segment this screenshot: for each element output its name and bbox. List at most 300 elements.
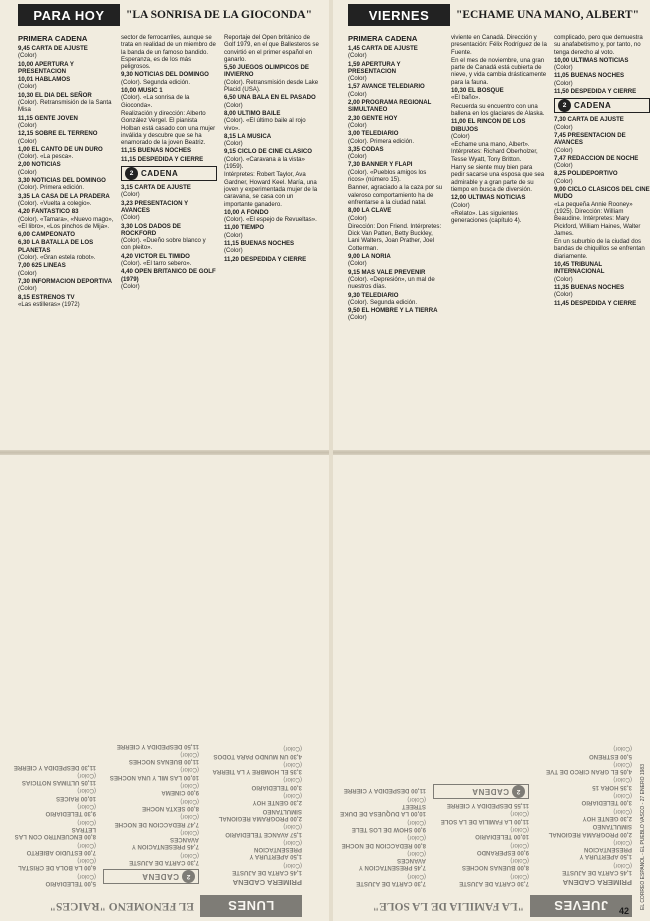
- program-entry: [348, 292, 444, 307]
- program-time-title: 7,45 PRESENTACION Y AVANCES: [131, 836, 199, 851]
- program-description: (Color). Segunda edición.: [348, 298, 418, 306]
- program-time-title: 10,01 HABLAMOS: [18, 76, 71, 84]
- program-entry: [451, 194, 547, 209]
- program-time-title: 6,30 LA BATALLA DE LOS PLANETAS: [18, 239, 94, 254]
- program-description: (Color). «El espejo de Revueltas».: [224, 216, 317, 224]
- program-time-title: 11,00 DESPEDIDA Y CIERRE: [343, 787, 426, 795]
- channel-heading: PRIMERA CADENA: [18, 34, 88, 43]
- program-time-title: 11,35 BUENAS NOCHES: [554, 283, 625, 291]
- program-time-title: 7,30 CARTA DE AJUSTE: [554, 116, 624, 124]
- program-time-title: 4,05 EL GRAN CIRCO DE TVE: [546, 768, 632, 776]
- program-entry: [18, 231, 114, 238]
- program-description: (Color). Primera edición.: [18, 184, 85, 192]
- featured-show-title: "LA SONRISA DE LA GIOCONDA": [126, 9, 312, 21]
- program-time-title: 4,20 FANTASTICO 83: [18, 208, 79, 216]
- program-description: (Color): [18, 83, 37, 91]
- program-entry: [451, 210, 547, 225]
- program-entry: [554, 238, 650, 260]
- program-time-title: 12,15 SOBRE EL TERRENO: [18, 130, 98, 138]
- program-time-title: 8,25 POLIDEPORTIVO: [554, 170, 618, 178]
- program-list: [206, 745, 302, 876]
- program-description: (Color): [18, 52, 37, 60]
- program-description: (Color): [180, 750, 199, 758]
- featured-show-title: "LA FAMILIA DE LA SOLE": [372, 900, 524, 912]
- column-2: [433, 479, 529, 887]
- program-list: [121, 184, 217, 290]
- program-time-title: 10,00 MUSIC 1: [121, 87, 163, 95]
- program-time-title: 1,57 AVANCE TELEDIARIO: [348, 83, 425, 91]
- program-entry: [18, 115, 114, 130]
- program-entry: [330, 872, 426, 887]
- program-description: (Color): [121, 214, 140, 222]
- program-description: (Color): [613, 760, 632, 768]
- program-time-title: 1,00 EL CANTO DE UN DURO: [18, 145, 103, 153]
- program-description: (Color): [180, 797, 199, 805]
- program-time-title: 2,30 GENTE HOY: [582, 814, 632, 822]
- program-time-title: 2,30 GENTE HOY: [252, 799, 302, 807]
- program-entry: [554, 261, 650, 283]
- program-time-title: 1,45 CARTA DE AJUSTE: [348, 45, 418, 52]
- panel-viernes: [348, 4, 650, 444]
- program-entry: [121, 200, 217, 222]
- program-description: (Color): [348, 260, 367, 268]
- program-description: (Color): [348, 121, 367, 129]
- program-entry: [348, 207, 444, 222]
- program-time-title: 3,00 TELEDIARIO: [348, 130, 399, 138]
- program-time-title: 11,00 TIEMPO: [224, 224, 264, 232]
- program-entry: [18, 278, 114, 293]
- program-entry: [348, 253, 444, 268]
- program-time-title: 8,00 LA CLAVE: [348, 207, 392, 215]
- program-entry: [121, 110, 217, 146]
- program-description: (Color): [18, 121, 37, 129]
- column-1: [348, 34, 444, 442]
- column-gutter: [329, 0, 333, 921]
- program-description: (Color): [407, 795, 426, 803]
- program-time-title: 8,00 BUENAS NOCHES: [461, 864, 529, 872]
- program-entry: [451, 118, 547, 140]
- channel-heading: PRIMERA CADENA: [232, 878, 302, 887]
- program-description: (Color): [283, 838, 302, 846]
- program-time-title: 10,00 LA DUQUESA DE DUKE STREET: [340, 803, 426, 818]
- program-list: [536, 745, 632, 876]
- channel-heading: PRIMERA CADENA: [348, 34, 418, 43]
- program-description: (Color): [554, 177, 573, 185]
- program-time-title: 11,15 BUENAS NOCHES: [224, 240, 295, 248]
- program-time-title: 9,00 LA NORIA: [348, 253, 391, 261]
- program-description: (Color): [407, 818, 426, 826]
- program-time-title: 1,57 AVANCE TELEDIARIO: [225, 830, 302, 838]
- program-description: (Color). «Depresión», un mal de nuestros días.: [348, 275, 435, 291]
- program-time-title: 3,00 TELEDIARIO: [251, 783, 302, 791]
- program-list: [330, 787, 426, 887]
- program-description: (Color). «La pesca».: [18, 153, 74, 161]
- program-time-title: 6,00 LA BOLA DE CRISTAL: [18, 864, 96, 872]
- program-entry: [348, 269, 444, 291]
- program-time-title: 2,00 PROGRAMA REGIONAL SIMULTANEO: [548, 823, 632, 838]
- program-list: [0, 763, 96, 887]
- program-entry: [451, 87, 547, 102]
- program-entry: [433, 872, 529, 887]
- program-entry: [554, 284, 650, 299]
- program-time-title: 11,15 BUENAS NOCHES: [121, 147, 192, 155]
- program-time-title: 2,00 PROGRAMA REGIONAL SIMULTANEO: [348, 99, 432, 114]
- program-description: (Color): [18, 269, 37, 277]
- program-description: (Color): [224, 247, 243, 255]
- program-description: (Color). Retransmisión desde Lake Placid (USA).: [224, 78, 319, 94]
- program-time-title: 11,05 BUENAS NOCHES: [554, 72, 625, 80]
- program-entry: [103, 851, 199, 866]
- program-description: Realización y dirección: Alberto González Vergel. El pianista Holban está casado con una mujer inválida y descubre que se ha enamorado de la joven Beatriz.: [121, 109, 216, 147]
- program-time-title: 3,35 HORA 15: [592, 783, 632, 791]
- program-description: (Color): [554, 146, 573, 154]
- program-description: (Color): [77, 857, 96, 865]
- program-entry: [0, 763, 96, 770]
- program-list: [433, 802, 529, 887]
- channel-heading: PRIMERA CADENA: [562, 878, 632, 887]
- program-description: (Color): [224, 231, 243, 239]
- program-time-title: 1,45 CARTA DE AJUSTE: [232, 869, 302, 876]
- program-entry: [554, 72, 650, 87]
- program-description: (Color): [18, 285, 37, 293]
- program-time-title: 7,00 ESTUDIO ABIERTO: [26, 848, 96, 856]
- program-time-title: 1,50 APERTURA Y PRESENTACION: [249, 846, 302, 861]
- program-description: (Color): [283, 760, 302, 768]
- program-list: [554, 116, 650, 306]
- program-list: [103, 742, 199, 866]
- program-entry: [554, 88, 650, 95]
- program-description: (Color): [554, 275, 573, 283]
- program-time-title: 9,30 NOTICIAS DEL DOMINGO: [121, 71, 209, 79]
- program-list: [18, 45, 114, 308]
- program-time-title: 4,30 UN MUNDO PARA TODOS: [213, 752, 302, 760]
- program-time-title: 3,35 LA CASA DE LA PRADERA: [18, 192, 110, 200]
- program-entry: [224, 171, 320, 207]
- program-time-title: 11,15 DESPEDIDA Y CIERRE: [121, 155, 204, 163]
- program-description: (Color): [613, 776, 632, 784]
- program-time-title: 3,15 CARTA DE AJUSTE: [121, 184, 191, 192]
- program-entry: [433, 810, 529, 825]
- program-description: viviente en Canadá. Dirección y presentación: Félix Rodríguez de la Fuente.: [451, 34, 547, 56]
- program-description: (Color): [613, 838, 632, 846]
- program-description: (Color): [77, 872, 96, 880]
- program-description: (Color). Segunda edición.: [121, 78, 191, 86]
- channel-2-icon: 2: [512, 785, 525, 798]
- program-description: (Color): [613, 861, 632, 869]
- program-description: (Color): [554, 291, 573, 299]
- program-time-title: 3,35 EL HOMBRE Y LA TIERRA: [212, 768, 302, 776]
- program-description: (Color): [348, 75, 367, 83]
- program-description: (Color): [348, 314, 367, 322]
- program-entry: [18, 177, 114, 192]
- program-description: (Color): [224, 101, 243, 109]
- program-entry: [224, 256, 320, 263]
- program-entry: [206, 776, 302, 791]
- program-entry: [18, 92, 114, 114]
- program-entry: [0, 818, 96, 840]
- program-time-title: 9,45 CARTA DE AJUSTE: [18, 45, 88, 52]
- program-time-title: 11,00 LA FAMILIA DE LA SOLE: [440, 817, 529, 825]
- column-3: [224, 34, 320, 442]
- program-time-title: 7,47 REDACCION DE NOCHE: [114, 820, 199, 828]
- program-description: (Color): [510, 872, 529, 880]
- program-entry: [348, 307, 444, 322]
- program-time-title: 11,20 DESPEDIDA Y CIERRE: [224, 255, 307, 263]
- program-entry: [103, 797, 199, 812]
- program-time-title: 5,00 ESTRENO: [588, 752, 632, 760]
- program-entry: [121, 34, 217, 70]
- program-time-title: 8,00 ULTIMO BAILE: [224, 109, 281, 117]
- program-entry: [103, 829, 199, 851]
- program-time-title: 6,00 CAMPEONATO: [18, 231, 76, 239]
- program-time-title: 9,00 ESPERANDO: [476, 848, 529, 856]
- program-description: Harry se siente muy bien para pedir sacarse una esposa que sea admirable y a gran parte de su tiempo en busca de diversión.: [451, 164, 545, 193]
- page-number: 42: [618, 906, 629, 916]
- program-entry: [18, 294, 114, 309]
- program-entry: [330, 787, 426, 794]
- program-entry: [224, 240, 320, 255]
- program-entry: [121, 71, 217, 86]
- program-entry: [536, 839, 632, 861]
- program-description: (Color): [554, 79, 573, 87]
- program-time-title: 5,00 TELEDIARIO: [45, 880, 96, 887]
- schedule-columns: [0, 479, 302, 887]
- day-tab: PARA HOY: [18, 4, 120, 26]
- program-time-title: 10,45 TRIBUNAL INTERNACIONAL: [554, 261, 605, 276]
- program-description: (Color): [451, 201, 470, 209]
- program-description: (Color): [451, 132, 470, 140]
- program-description: sector de ferrocarriles, aunque se trata en realidad de un miembro de la banda de un famoso bandido. Esperanza, es de los más peligrosos.: [121, 34, 216, 71]
- program-description: (Color): [510, 825, 529, 833]
- program-description: (Color): [121, 282, 140, 290]
- program-time-title: 6,50 UNA BALA EN EL PASADO: [224, 94, 316, 102]
- program-time-title: 8,00 ENCUENTRO CON LAS LETRAS: [14, 825, 96, 841]
- column-1: [18, 34, 114, 442]
- program-entry: [103, 751, 199, 766]
- program-time-title: 4,40 OPEN BRITANICO DE GOLF (1979): [121, 268, 216, 283]
- program-entry: [348, 115, 444, 130]
- program-description: «El baño».: [451, 94, 481, 102]
- program-entry: [18, 161, 114, 176]
- program-description: «Relato». Las siguientes generaciones (capítulo 4).: [451, 209, 522, 225]
- column-2: [451, 34, 547, 442]
- program-entry: [330, 795, 426, 817]
- program-entry: [103, 782, 199, 797]
- program-entry: [536, 745, 632, 760]
- program-description: (Color): [554, 162, 573, 170]
- program-entry: [224, 34, 320, 63]
- program-description: (Color). «Gran estela robot».: [18, 254, 96, 262]
- program-entry: [451, 57, 547, 86]
- program-description: (Color): [180, 851, 199, 859]
- program-description: (Color): [554, 123, 573, 131]
- program-entry: [206, 761, 302, 776]
- program-description: En el mes de noviembre, una gran parte de Canadá está cubierta de nieve, y vida cambia drásticamente para la fauna.: [451, 56, 547, 86]
- program-entry: [433, 826, 529, 841]
- program-entry: [18, 130, 114, 145]
- column-3: [554, 34, 650, 442]
- program-entry: [121, 147, 217, 154]
- program-entry: [103, 766, 199, 781]
- cadena-2-badge: [103, 869, 199, 884]
- cadena-label: CADENA: [471, 786, 509, 796]
- program-description: (Color). «Pueblos amigos los ricos» (número 15).: [348, 168, 427, 184]
- column-2: [121, 34, 217, 442]
- schedule-columns: [348, 34, 650, 442]
- program-entry: [18, 208, 114, 230]
- schedule-columns: [326, 479, 632, 887]
- program-time-title: 3,23 PRESENTACION Y AVANCES: [121, 199, 189, 214]
- program-time-title: 7,45 PRESENTACION Y AVANCES: [358, 857, 426, 872]
- program-entry: [348, 61, 444, 83]
- program-time-title: 7,45 PRESENTACION DE AVANCES: [554, 131, 626, 147]
- program-entry: [121, 87, 217, 109]
- featured-show-title: "ECHAME UNA MANO, ALBERT": [456, 9, 639, 21]
- program-description: (Color): [348, 214, 367, 222]
- column-3: [0, 479, 96, 887]
- program-entry: [103, 742, 199, 749]
- program-time-title: 7,47 REDACCION DE NOCHE: [554, 154, 639, 162]
- program-time-title: 7,30 INFORMACION DEPORTIVA: [18, 277, 113, 285]
- program-time-title: 3,00 TELEDIARIO: [581, 799, 632, 807]
- cadena-label: CADENA: [141, 168, 179, 178]
- program-time-title: 11,15 GENTE JOVEN: [18, 114, 78, 122]
- program-entry: [0, 841, 96, 856]
- program-time-title: 7,30 CARTA DE AJUSTE: [459, 880, 529, 887]
- program-description: «La pequeña Annie Rooney» (1925). Dirección: William Beaudine. Intérpretes: Mary Pickford, William Haines, Walter James.: [554, 200, 641, 237]
- program-description: complicado, pero que demuestra su anafabetismo y, por tanto, no tenga derecho al voto.: [554, 34, 643, 56]
- column-3: [330, 479, 426, 887]
- program-time-title: 2,00 NOTICIAS: [18, 161, 61, 169]
- panel-header: [326, 895, 632, 917]
- program-description: (Color): [348, 52, 367, 60]
- cadena-label: CADENA: [141, 872, 179, 882]
- program-time-title: 9,15 CICLO DE CINE CLASICO: [224, 148, 313, 156]
- top-half: [0, 0, 650, 450]
- program-time-title: 10,30 EL DIA DEL SEÑOR: [18, 91, 92, 99]
- program-time-title: 1,50 APERTURA Y PRESENTACION: [579, 846, 632, 861]
- program-list: [451, 34, 547, 224]
- program-entry: [554, 186, 650, 237]
- program-description: (Color): [283, 776, 302, 784]
- program-description: (Color): [180, 782, 199, 790]
- program-entry: [121, 253, 217, 268]
- program-entry: [554, 34, 650, 56]
- program-entry: [224, 224, 320, 239]
- cadena-2-badge: [554, 98, 650, 113]
- program-entry: [0, 857, 96, 872]
- program-description: (Color): [121, 191, 140, 199]
- program-description: (Color). Primera edición.: [348, 137, 415, 145]
- program-time-title: 11,50 DESPEDIDA Y CIERRE: [116, 742, 199, 750]
- program-description: (Color): [283, 792, 302, 800]
- program-time-title: 11,45 DESPEDIDA Y CIERRE: [554, 299, 637, 307]
- program-entry: [348, 146, 444, 161]
- program-description: (Color): [180, 813, 199, 821]
- program-entry: [0, 803, 96, 818]
- program-entry: [121, 184, 217, 199]
- program-time-title: 11,05 ULTIMAS NOTICIAS: [21, 779, 96, 787]
- program-time-title: 1,59 APERTURA Y PRESENTACION: [348, 60, 401, 75]
- program-description: (Color): [613, 745, 632, 753]
- program-time-title: 8,00 REDACCION DE NOCHE: [341, 841, 426, 849]
- program-time-title: 8,15 LA MUSICA: [224, 132, 272, 140]
- program-description: (Color): [510, 810, 529, 818]
- program-entry: [206, 861, 302, 876]
- program-description: (Color): [510, 857, 529, 865]
- program-description: (Color): [180, 766, 199, 774]
- program-entry: [536, 823, 632, 838]
- column-1: [206, 479, 302, 887]
- program-entry: [121, 268, 217, 290]
- program-description: (Color). «Tamara», «Nuevo mago», «El libro», «Los pinchos de Mija».: [18, 215, 114, 230]
- program-entry: [18, 146, 114, 161]
- program-entry: [330, 818, 426, 833]
- program-description: (Color). «Caravana a la vista» (1959).: [224, 155, 305, 171]
- program-time-title: 10,00 APERTURA Y PRESENTACION: [18, 60, 74, 75]
- program-entry: [18, 262, 114, 277]
- program-time-title: 2,30 GENTE HOY: [348, 114, 398, 122]
- program-description: (Color): [77, 787, 96, 795]
- program-entry: [18, 193, 114, 208]
- program-time-title: 11,00 BUENAS NOCHES: [128, 758, 199, 766]
- program-time-title: 3,30 LOS DADOS DE ROCKFORD: [121, 222, 181, 237]
- program-description: (Color). «El último baile al rojo vivo».: [224, 117, 306, 132]
- edge-caption: EL CORREO ESPAÑOL - EL PUEBLO VASCO - 27 ENERO 1983: [640, 764, 646, 910]
- day-tab: LUNES: [200, 895, 302, 917]
- featured-show-title: EL FENOMENO "RAICES": [49, 900, 194, 912]
- program-entry: [348, 161, 444, 183]
- panel-header: [18, 4, 324, 26]
- program-entry: [121, 223, 217, 252]
- program-list: [224, 34, 320, 263]
- panel-para-hoy: [18, 4, 324, 444]
- program-entry: [536, 861, 632, 876]
- program-time-title: 11,00 EL RINCON DE LOS DIBUJOS: [451, 118, 526, 133]
- program-time-title: 10,30 EL BOSQUE: [451, 87, 504, 95]
- program-time-title: 3,35 CODAS: [348, 145, 384, 153]
- program-time-title: 8,00 SEXTA NOCHE: [142, 804, 199, 812]
- program-time-title: 9,30 TELEDIARIO: [45, 810, 96, 818]
- program-description: (Color): [554, 64, 573, 72]
- program-entry: [348, 83, 444, 98]
- program-description: (Color): [224, 140, 243, 148]
- program-entry: [18, 61, 114, 76]
- program-entry: [451, 164, 547, 193]
- panel-header: [0, 895, 302, 917]
- cadena-2-badge: [121, 166, 217, 181]
- program-description: Banner, agraciado a la caza por su valeroso comportamiento ha de enfrentarse a la ciudad natal.: [348, 184, 443, 206]
- program-description: «Las estilleras» (1972): [18, 300, 80, 308]
- program-time-title: 12,00 ULTIMAS NOTICIAS: [451, 194, 526, 202]
- program-time-title: 7,30 CARTA DE AJUSTE: [356, 880, 426, 887]
- program-entry: [330, 850, 426, 872]
- program-entry: [330, 834, 426, 849]
- program-entry: [554, 170, 650, 185]
- program-description: (Color): [180, 828, 199, 836]
- program-entry: [206, 792, 302, 807]
- panel-header: [348, 4, 650, 26]
- program-description: (Color): [348, 90, 367, 98]
- program-description: (Color): [77, 771, 96, 779]
- program-entry: [206, 839, 302, 861]
- column-1: [536, 479, 632, 887]
- program-entry: [451, 34, 547, 56]
- program-description: Recuerda su encuentro con una ballena en los glaciares de Alaska.: [451, 102, 545, 117]
- program-entry: [348, 130, 444, 145]
- program-entry: [348, 184, 444, 206]
- program-entry: [451, 141, 547, 163]
